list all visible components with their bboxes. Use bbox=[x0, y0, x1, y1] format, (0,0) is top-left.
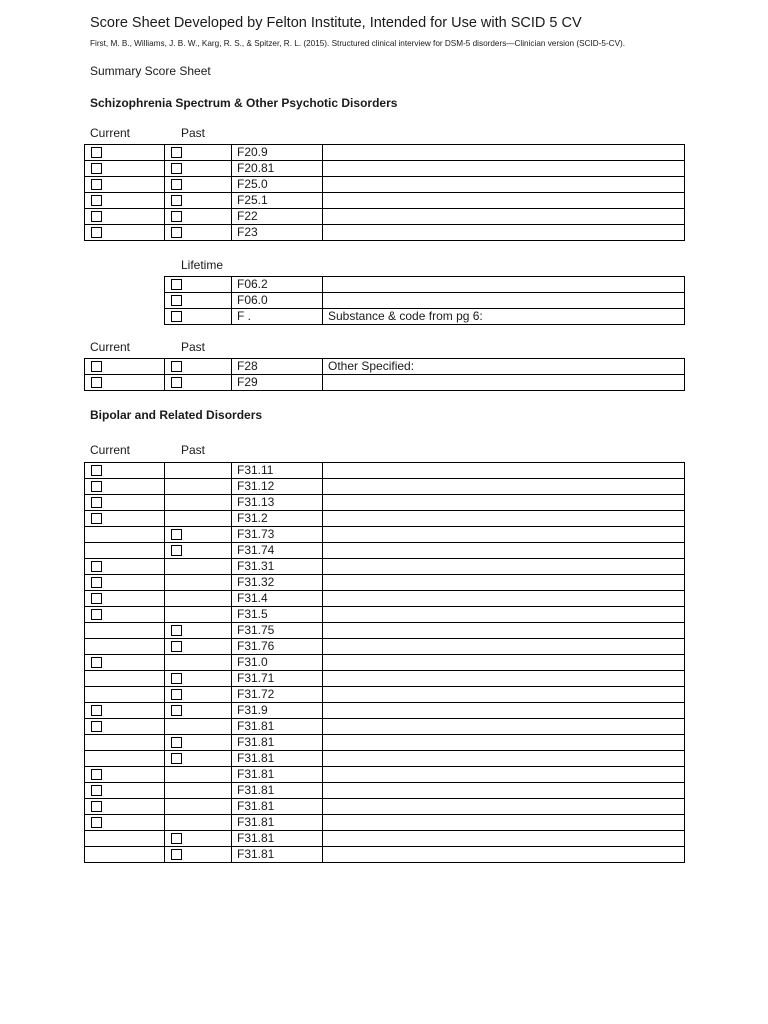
diagnosis-note bbox=[323, 623, 685, 639]
diagnosis-code: F31.11 bbox=[232, 463, 323, 479]
current-checkbox[interactable] bbox=[91, 361, 102, 372]
past-checkbox[interactable] bbox=[171, 211, 182, 222]
current-checkbox[interactable] bbox=[91, 561, 102, 572]
diagnosis-note bbox=[323, 719, 685, 735]
diagnosis-note bbox=[323, 559, 685, 575]
diagnosis-code: F20.9 bbox=[232, 145, 323, 161]
current-checkbox[interactable] bbox=[91, 721, 102, 732]
table-row bbox=[85, 655, 685, 671]
current-checkbox[interactable] bbox=[91, 705, 102, 716]
current-checkbox[interactable] bbox=[91, 211, 102, 222]
lifetime-checkbox[interactable] bbox=[171, 311, 182, 322]
diagnosis-note bbox=[323, 293, 685, 309]
table-row bbox=[85, 847, 685, 863]
section-title-bipolar: Bipolar and Related Disorders bbox=[90, 408, 263, 422]
table-row bbox=[85, 591, 685, 607]
current-checkbox[interactable] bbox=[91, 769, 102, 780]
table-row bbox=[85, 623, 685, 639]
current-column-label: Current bbox=[90, 126, 131, 140]
past-checkbox[interactable] bbox=[171, 673, 182, 684]
past-checkbox[interactable] bbox=[171, 737, 182, 748]
diagnosis-note bbox=[323, 591, 685, 607]
past-checkbox[interactable] bbox=[171, 377, 182, 388]
diagnosis-note bbox=[323, 463, 685, 479]
diagnosis-code: F31.13 bbox=[232, 495, 323, 511]
diagnosis-note bbox=[323, 831, 685, 847]
table-row bbox=[85, 511, 685, 527]
table-row bbox=[85, 177, 685, 193]
past-checkbox[interactable] bbox=[171, 147, 182, 158]
diagnosis-note bbox=[323, 799, 685, 815]
table-row bbox=[85, 607, 685, 623]
diagnosis-note bbox=[323, 177, 685, 193]
table-row bbox=[165, 277, 685, 293]
diagnosis-code: F20.81 bbox=[232, 161, 323, 177]
diagnosis-note bbox=[323, 751, 685, 767]
past-checkbox[interactable] bbox=[171, 163, 182, 174]
diagnosis-note bbox=[323, 687, 685, 703]
diagnosis-code: F31.81 bbox=[232, 831, 323, 847]
diagnosis-code: F31.4 bbox=[232, 591, 323, 607]
diagnosis-code: F31.81 bbox=[232, 799, 323, 815]
past-checkbox[interactable] bbox=[171, 529, 182, 540]
table-row bbox=[85, 527, 685, 543]
diagnosis-code: F31.31 bbox=[232, 559, 323, 575]
past-checkbox[interactable] bbox=[171, 227, 182, 238]
current-checkbox[interactable] bbox=[91, 377, 102, 388]
diagnosis-code: F28 bbox=[232, 359, 323, 375]
table-row bbox=[85, 815, 685, 831]
schizophrenia-table bbox=[84, 144, 685, 241]
diagnosis-note: Other Specified: bbox=[323, 359, 685, 375]
diagnosis-note bbox=[323, 607, 685, 623]
diagnosis-code: F31.32 bbox=[232, 575, 323, 591]
table-row bbox=[85, 767, 685, 783]
diagnosis-code: F31.81 bbox=[232, 719, 323, 735]
diagnosis-code: F31.0 bbox=[232, 655, 323, 671]
table-row bbox=[85, 359, 685, 375]
diagnosis-note bbox=[323, 479, 685, 495]
table-row bbox=[85, 575, 685, 591]
table-row bbox=[85, 495, 685, 511]
past-checkbox[interactable] bbox=[171, 641, 182, 652]
past-checkbox[interactable] bbox=[171, 361, 182, 372]
diagnosis-note bbox=[323, 209, 685, 225]
diagnosis-code: F31.75 bbox=[232, 623, 323, 639]
current-checkbox[interactable] bbox=[91, 465, 102, 476]
diagnosis-note bbox=[323, 511, 685, 527]
past-column-label: Past bbox=[181, 340, 206, 354]
diagnosis-code: F31.81 bbox=[232, 815, 323, 831]
past-checkbox[interactable] bbox=[171, 689, 182, 700]
table-row bbox=[85, 559, 685, 575]
diagnosis-code: F31.71 bbox=[232, 671, 323, 687]
diagnosis-note bbox=[323, 735, 685, 751]
diagnosis-note bbox=[323, 783, 685, 799]
table-row bbox=[85, 735, 685, 751]
diagnosis-note bbox=[323, 527, 685, 543]
table-row bbox=[85, 209, 685, 225]
table-row bbox=[85, 161, 685, 177]
current-column-label: Current bbox=[90, 443, 131, 457]
diagnosis-note bbox=[323, 543, 685, 559]
current-checkbox[interactable] bbox=[91, 481, 102, 492]
lifetime-table bbox=[164, 276, 685, 325]
current-checkbox[interactable] bbox=[91, 801, 102, 812]
table-row bbox=[85, 751, 685, 767]
past-checkbox[interactable] bbox=[171, 705, 182, 716]
diagnosis-code: F23 bbox=[232, 225, 323, 241]
lifetime-checkbox[interactable] bbox=[171, 279, 182, 290]
diagnosis-code: F31.2 bbox=[232, 511, 323, 527]
diagnosis-note bbox=[323, 671, 685, 687]
diagnosis-note bbox=[323, 225, 685, 241]
diagnosis-code: F31.73 bbox=[232, 527, 323, 543]
table-row bbox=[85, 719, 685, 735]
table-row bbox=[165, 293, 685, 309]
diagnosis-code: F25.0 bbox=[232, 177, 323, 193]
diagnosis-code: F . bbox=[232, 309, 323, 325]
diagnosis-note bbox=[323, 767, 685, 783]
table-row bbox=[85, 831, 685, 847]
lifetime-column-label: Lifetime bbox=[181, 258, 224, 272]
past-column-label: Past bbox=[181, 126, 206, 140]
diagnosis-code: F31.76 bbox=[232, 639, 323, 655]
other-psychotic-table bbox=[84, 358, 685, 391]
diagnosis-code: F31.5 bbox=[232, 607, 323, 623]
diagnosis-note bbox=[323, 655, 685, 671]
section-title-schizophrenia: Schizophrenia Spectrum & Other Psychotic Disorders bbox=[90, 96, 398, 110]
diagnosis-code: F31.81 bbox=[232, 847, 323, 863]
diagnosis-code: F31.81 bbox=[232, 735, 323, 751]
table-row bbox=[85, 479, 685, 495]
diagnosis-note bbox=[323, 145, 685, 161]
citation: First, M. B., Williams, J. B. W., Karg, R. S., & Spitzer, R. L. (2015). Structured clinical interview for DSM-5 disorders—Clinician version (SCID-5-CV). bbox=[90, 39, 626, 48]
table-row bbox=[85, 671, 685, 687]
diagnosis-note bbox=[323, 815, 685, 831]
table-row bbox=[85, 703, 685, 719]
diagnosis-note bbox=[323, 193, 685, 209]
current-column-label: Current bbox=[90, 340, 131, 354]
lifetime-checkbox[interactable] bbox=[171, 295, 182, 306]
summary-score-sheet-title: Summary Score Sheet bbox=[90, 64, 211, 78]
current-checkbox[interactable] bbox=[91, 497, 102, 508]
past-column-label: Past bbox=[181, 443, 206, 457]
diagnosis-note bbox=[323, 375, 685, 391]
diagnosis-code: F22 bbox=[232, 209, 323, 225]
current-checkbox[interactable] bbox=[91, 657, 102, 668]
current-checkbox[interactable] bbox=[91, 227, 102, 238]
current-checkbox[interactable] bbox=[91, 817, 102, 828]
table-row bbox=[85, 375, 685, 391]
table-row bbox=[85, 783, 685, 799]
diagnosis-code: F29 bbox=[232, 375, 323, 391]
diagnosis-note bbox=[323, 161, 685, 177]
diagnosis-note bbox=[323, 639, 685, 655]
table-row bbox=[85, 639, 685, 655]
diagnosis-code: F31.72 bbox=[232, 687, 323, 703]
table-row bbox=[85, 543, 685, 559]
table-row bbox=[85, 463, 685, 479]
past-checkbox[interactable] bbox=[171, 849, 182, 860]
past-checkbox[interactable] bbox=[171, 833, 182, 844]
current-checkbox[interactable] bbox=[91, 609, 102, 620]
diagnosis-code: F06.0 bbox=[232, 293, 323, 309]
diagnosis-note bbox=[323, 277, 685, 293]
past-checkbox[interactable] bbox=[171, 625, 182, 636]
diagnosis-code: F31.74 bbox=[232, 543, 323, 559]
table-row bbox=[165, 309, 685, 325]
diagnosis-code: F31.12 bbox=[232, 479, 323, 495]
current-checkbox[interactable] bbox=[91, 513, 102, 524]
table-row bbox=[85, 687, 685, 703]
table-row bbox=[85, 225, 685, 241]
table-row bbox=[85, 193, 685, 209]
past-checkbox[interactable] bbox=[171, 179, 182, 190]
current-checkbox[interactable] bbox=[91, 163, 102, 174]
diagnosis-code: F25.1 bbox=[232, 193, 323, 209]
page-title: Score Sheet Developed by Felton Institute, Intended for Use with SCID 5 CV bbox=[90, 15, 582, 31]
diagnosis-note bbox=[323, 703, 685, 719]
diagnosis-code: F06.2 bbox=[232, 277, 323, 293]
diagnosis-code: F31.81 bbox=[232, 767, 323, 783]
diagnosis-note: Substance & code from pg 6: bbox=[323, 309, 685, 325]
past-checkbox[interactable] bbox=[171, 545, 182, 556]
diagnosis-note bbox=[323, 575, 685, 591]
current-checkbox[interactable] bbox=[91, 195, 102, 206]
current-checkbox[interactable] bbox=[91, 593, 102, 604]
diagnosis-note bbox=[323, 847, 685, 863]
diagnosis-note bbox=[323, 495, 685, 511]
current-checkbox[interactable] bbox=[91, 785, 102, 796]
table-row bbox=[85, 799, 685, 815]
current-checkbox[interactable] bbox=[91, 179, 102, 190]
diagnosis-code: F31.9 bbox=[232, 703, 323, 719]
diagnosis-code: F31.81 bbox=[232, 783, 323, 799]
bipolar-table bbox=[84, 462, 685, 863]
past-checkbox[interactable] bbox=[171, 195, 182, 206]
table-row bbox=[85, 145, 685, 161]
past-checkbox[interactable] bbox=[171, 753, 182, 764]
current-checkbox[interactable] bbox=[91, 577, 102, 588]
diagnosis-code: F31.81 bbox=[232, 751, 323, 767]
current-checkbox[interactable] bbox=[91, 147, 102, 158]
